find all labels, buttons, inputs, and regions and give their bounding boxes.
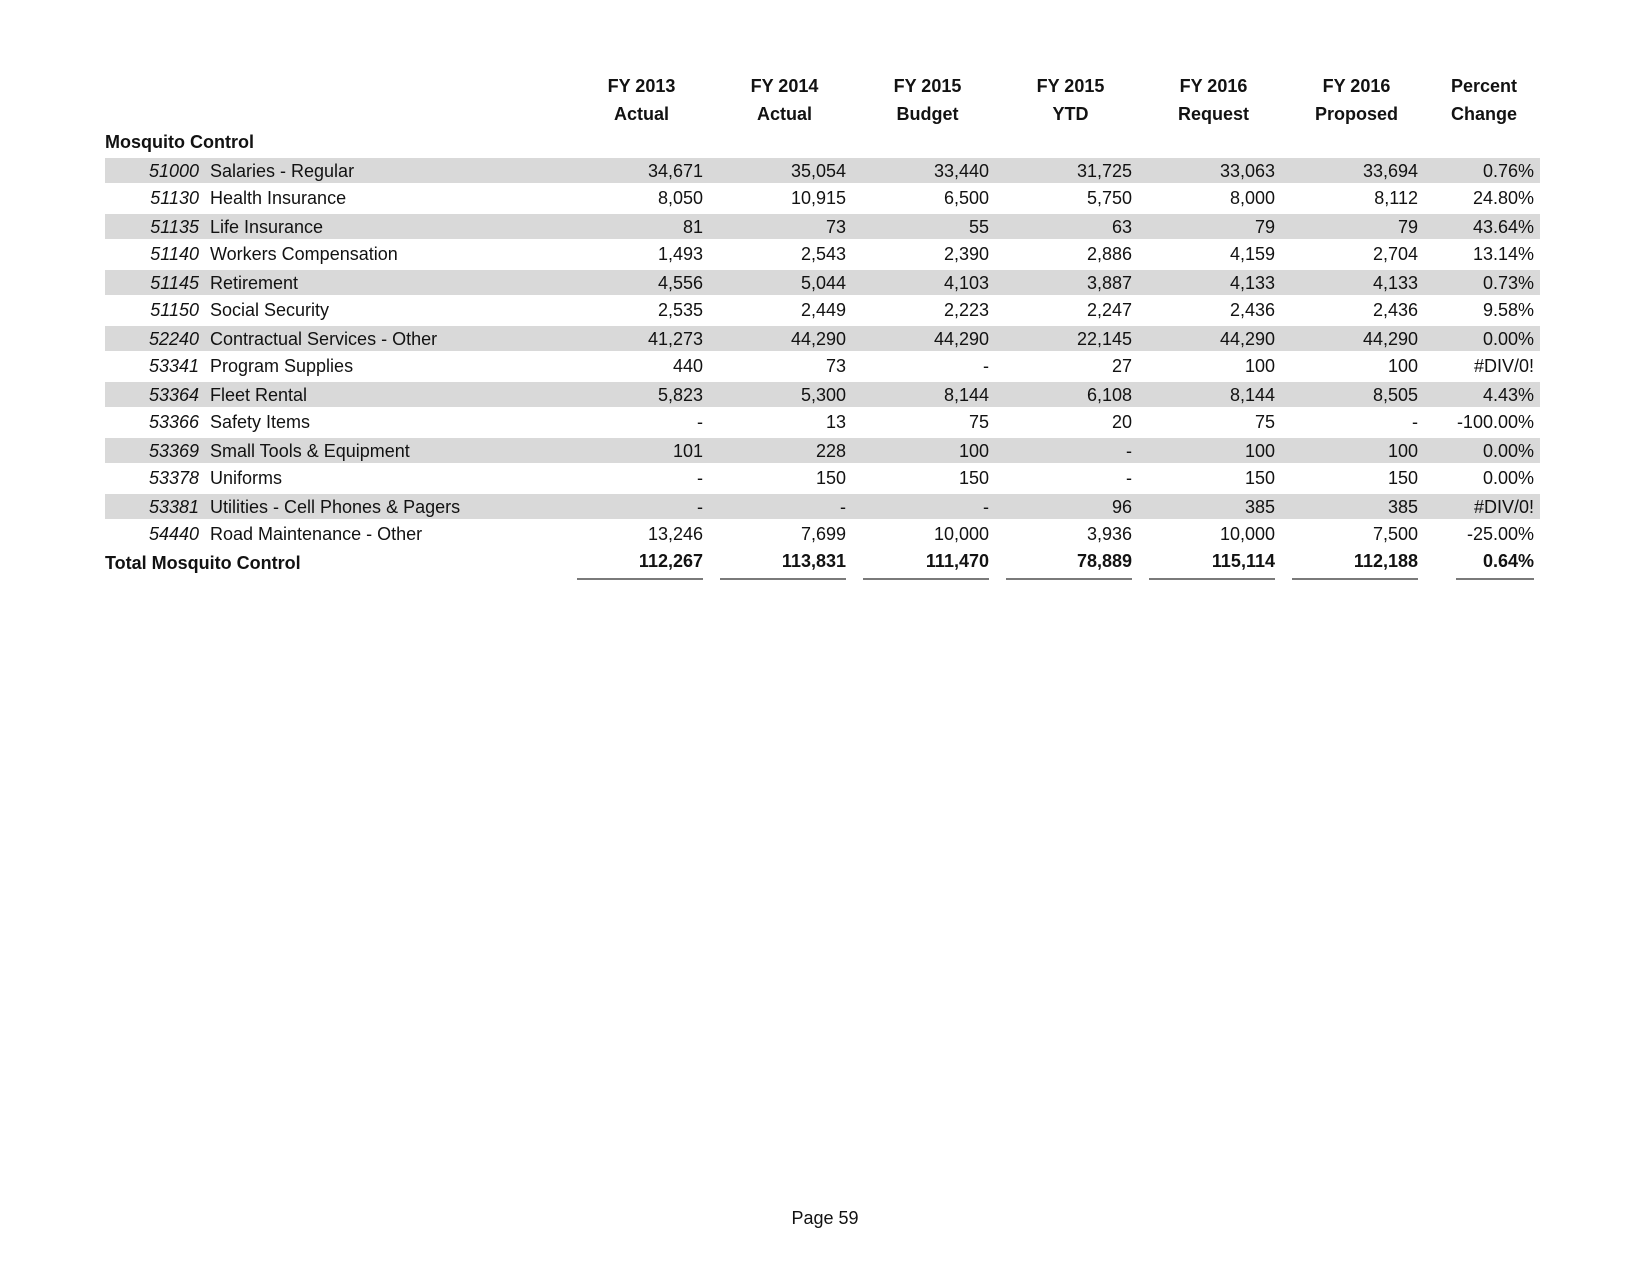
account-number: 53378: [148, 468, 199, 488]
column-header-fy2016-request: FY 2016: [1179, 76, 1248, 96]
value-fy2015-ytd: 63: [1111, 216, 1132, 237]
value-percent-change: #DIV/0!: [1473, 496, 1534, 517]
account-number: 52240: [148, 328, 199, 349]
table-row: [105, 184, 1540, 212]
value-fy2016-proposed: 100: [1387, 356, 1418, 376]
account-name: Contractual Services - Other: [210, 328, 438, 349]
account-name: Program Supplies: [210, 356, 354, 376]
value-fy2015-ytd: 31,725: [1076, 160, 1132, 181]
table-row: [105, 436, 1540, 464]
account-number: 51145: [150, 272, 199, 293]
value-fy2015-budget: 44,290: [933, 328, 989, 349]
column-header-fy2016-proposed: FY 2016: [1322, 76, 1391, 96]
column-header-row-1: [105, 72, 1540, 100]
column-subheader-actual-2013: Actual: [613, 104, 669, 124]
value-fy2013-actual: -: [697, 412, 703, 432]
row-description: [105, 240, 570, 268]
value-fy2015-budget: 55: [968, 216, 989, 237]
value-fy2015-ytd: -: [1126, 468, 1132, 488]
table-row: [105, 408, 1540, 436]
row-description: [105, 157, 570, 185]
value-fy2016-proposed: 385: [1387, 496, 1418, 517]
account-number: 53366: [148, 412, 199, 432]
value-fy2015-ytd: 20: [1111, 412, 1132, 432]
value-fy2016-request: 79: [1254, 216, 1275, 237]
account-number: 51150: [150, 300, 199, 320]
row-description: [105, 296, 570, 324]
value-fy2014-actual: 13: [825, 412, 846, 432]
table-body: [105, 156, 1540, 548]
column-subheader-request: Request: [1177, 104, 1249, 124]
value-percent-change: 43.64%: [1472, 216, 1534, 237]
value-fy2016-request: 150: [1244, 468, 1275, 488]
value-fy2015-ytd: 6,108: [1086, 384, 1132, 405]
value-percent-change: -25.00%: [1466, 524, 1534, 544]
column-subheader-proposed: Proposed: [1314, 104, 1398, 124]
account-name: Health Insurance: [210, 188, 347, 208]
row-description: [105, 352, 570, 380]
table-row: [105, 240, 1540, 268]
value-fy2014-actual: 2,543: [800, 244, 846, 264]
value-fy2016-proposed: 4,133: [1372, 272, 1418, 293]
value-fy2015-ytd: 96: [1111, 496, 1132, 517]
value-fy2015-ytd: 2,886: [1086, 244, 1132, 264]
value-fy2013-actual: 101: [672, 440, 703, 461]
total-value: 0.64%: [1456, 547, 1534, 580]
value-fy2016-request: 2,436: [1229, 300, 1275, 320]
account-name: Retirement: [210, 272, 299, 293]
account-name: Small Tools & Equipment: [210, 440, 410, 461]
value-percent-change: 24.80%: [1472, 188, 1534, 208]
account-name: Salaries - Regular: [210, 160, 355, 181]
value-fy2015-budget: -: [983, 356, 989, 376]
value-percent-change: 4.43%: [1482, 384, 1534, 405]
table-row: [105, 464, 1540, 492]
account-name: Fleet Rental: [210, 384, 308, 405]
column-header-row-2: [105, 100, 1540, 128]
value-fy2016-request: 100: [1244, 440, 1275, 461]
account-number: 54440: [148, 524, 199, 544]
value-fy2015-budget: -: [983, 496, 989, 517]
total-fy2016-proposed: [1285, 547, 1428, 580]
value-fy2013-actual: 13,246: [647, 524, 703, 544]
value-fy2016-request: 33,063: [1219, 160, 1275, 181]
value-fy2014-actual: 10,915: [790, 188, 846, 208]
value-percent-change: 0.73%: [1482, 272, 1534, 293]
account-number: 53341: [148, 356, 199, 376]
value-fy2016-proposed: 8,112: [1374, 188, 1418, 208]
value-fy2013-actual: 2,535: [657, 300, 703, 320]
value-fy2014-actual: 73: [825, 356, 846, 376]
column-subheader-ytd: YTD: [1052, 104, 1089, 124]
total-fy2015-ytd: [999, 547, 1142, 580]
account-number: 51140: [150, 244, 199, 264]
table-row: [105, 492, 1540, 520]
row-description: [105, 381, 570, 409]
table-row: [105, 156, 1540, 184]
page-number: Page 59: [791, 1208, 859, 1228]
value-fy2015-budget: 4,103: [943, 272, 989, 293]
value-fy2016-request: 385: [1244, 496, 1275, 517]
row-description: [105, 408, 570, 436]
table-row: [105, 380, 1540, 408]
value-fy2016-proposed: 33,694: [1362, 160, 1418, 181]
account-number: 51130: [150, 188, 199, 208]
value-fy2016-proposed: 2,436: [1372, 300, 1418, 320]
value-fy2015-ytd: 3,936: [1086, 524, 1132, 544]
value-fy2016-proposed: 2,704: [1372, 244, 1418, 264]
value-fy2015-budget: 150: [958, 468, 989, 488]
value-percent-change: -100.00%: [1456, 412, 1534, 432]
value-fy2014-actual: 35,054: [790, 160, 846, 181]
value-fy2015-ytd: 5,750: [1086, 188, 1132, 208]
value-fy2015-ytd: 2,247: [1086, 300, 1132, 320]
account-number: 53381: [148, 496, 199, 517]
row-description: [105, 493, 570, 521]
value-percent-change: 0.00%: [1482, 328, 1534, 349]
value-percent-change: 0.00%: [1482, 440, 1534, 461]
value-fy2015-ytd: 22,145: [1076, 328, 1132, 349]
column-header-fy2013: FY 2013: [607, 76, 676, 96]
value-fy2016-request: 8,000: [1229, 188, 1275, 208]
value-fy2015-ytd: 3,887: [1086, 272, 1132, 293]
table-row: [105, 296, 1540, 324]
account-name: Safety Items: [210, 412, 311, 432]
value-fy2015-budget: 75: [968, 412, 989, 432]
row-description: [105, 213, 570, 241]
value-fy2015-budget: 2,223: [943, 300, 989, 320]
value-fy2013-actual: 8,050: [657, 188, 703, 208]
table-row: [105, 268, 1540, 296]
column-subheader-actual-2014: Actual: [756, 104, 812, 124]
value-fy2013-actual: 1,493: [657, 244, 703, 264]
column-subheader-budget: Budget: [896, 104, 959, 124]
section-title: Mosquito Control: [105, 132, 254, 152]
value-fy2014-actual: 5,300: [800, 384, 846, 405]
total-value: 112,188: [1292, 547, 1418, 580]
table-row: [105, 212, 1540, 240]
row-description: [105, 464, 570, 492]
row-description: [105, 269, 570, 297]
column-subheader-change: Change: [1450, 104, 1517, 124]
row-description: [105, 325, 570, 353]
total-fy2013-actual: [570, 547, 713, 580]
value-fy2015-budget: 33,440: [933, 160, 989, 181]
total-row: [105, 548, 1540, 578]
value-fy2016-request: 10,000: [1219, 524, 1275, 544]
value-fy2014-actual: 44,290: [790, 328, 846, 349]
value-fy2015-budget: 6,500: [943, 188, 989, 208]
value-fy2014-actual: 73: [825, 216, 846, 237]
value-fy2016-proposed: 100: [1387, 440, 1418, 461]
value-percent-change: 0.00%: [1482, 468, 1534, 488]
total-label: Total Mosquito Control: [105, 553, 301, 573]
account-name: Social Security: [210, 300, 330, 320]
account-name: Workers Compensation: [210, 244, 398, 264]
total-percent-change: [1428, 547, 1540, 580]
value-fy2016-request: 75: [1254, 412, 1275, 432]
value-fy2016-request: 100: [1244, 356, 1275, 376]
value-fy2013-actual: 5,823: [657, 384, 703, 405]
value-fy2013-actual: 81: [682, 216, 703, 237]
column-header-fy2015-budget: FY 2015: [893, 76, 962, 96]
value-fy2013-actual: -: [697, 468, 703, 488]
account-number: 53369: [148, 440, 199, 461]
account-number: 51000: [148, 160, 199, 181]
value-fy2014-actual: 5,044: [800, 272, 846, 293]
account-number: 51135: [150, 216, 199, 237]
column-header-fy2014: FY 2014: [750, 76, 819, 96]
value-percent-change: 9.58%: [1482, 300, 1534, 320]
account-name: Utilities - Cell Phones & Pagers: [210, 496, 461, 517]
value-percent-change: #DIV/0!: [1473, 356, 1534, 376]
value-fy2013-actual: 41,273: [647, 328, 703, 349]
value-fy2016-request: 44,290: [1219, 328, 1275, 349]
value-fy2016-proposed: 79: [1397, 216, 1418, 237]
value-fy2013-actual: 440: [672, 356, 703, 376]
value-fy2015-budget: 8,144: [943, 384, 989, 405]
value-fy2014-actual: 228: [815, 440, 846, 461]
total-value: 115,114: [1149, 547, 1275, 580]
row-description: [105, 184, 570, 212]
table-row: [105, 324, 1540, 352]
column-header-fy2015-ytd: FY 2015: [1036, 76, 1105, 96]
value-fy2016-proposed: 8,505: [1372, 384, 1418, 405]
column-header-percent: Percent: [1450, 76, 1518, 96]
value-fy2014-actual: 2,449: [800, 300, 846, 320]
total-value: 112,267: [577, 547, 703, 580]
row-description: [105, 437, 570, 465]
value-fy2014-actual: 150: [815, 468, 846, 488]
total-value: 113,831: [720, 547, 846, 580]
value-fy2014-actual: 7,699: [800, 524, 846, 544]
total-value: 111,470: [863, 547, 989, 580]
value-fy2016-proposed: -: [1412, 412, 1418, 432]
value-fy2016-proposed: 150: [1387, 468, 1418, 488]
account-number: 53364: [148, 384, 199, 405]
table-row: [105, 352, 1540, 380]
value-percent-change: 13.14%: [1472, 244, 1534, 264]
budget-table: [105, 72, 1540, 578]
value-fy2016-proposed: 7,500: [1372, 524, 1418, 544]
total-value: 78,889: [1006, 547, 1132, 580]
value-fy2013-actual: 4,556: [657, 272, 703, 293]
total-fy2015-budget: [856, 547, 999, 580]
value-fy2016-request: 4,133: [1229, 272, 1275, 293]
value-fy2015-ytd: 27: [1111, 356, 1132, 376]
account-name: Road Maintenance - Other: [210, 524, 423, 544]
row-description: [105, 520, 570, 548]
value-fy2015-budget: 100: [958, 440, 989, 461]
account-name: Life Insurance: [210, 216, 324, 237]
total-fy2016-request: [1142, 547, 1285, 580]
value-fy2015-budget: 10,000: [933, 524, 989, 544]
value-fy2013-actual: 34,671: [647, 160, 703, 181]
value-fy2016-proposed: 44,290: [1362, 328, 1418, 349]
value-fy2016-request: 8,144: [1229, 384, 1275, 405]
value-fy2015-budget: 2,390: [943, 244, 989, 264]
value-fy2016-request: 4,159: [1229, 244, 1275, 264]
value-fy2015-ytd: -: [1126, 440, 1132, 461]
total-fy2014-actual: [713, 547, 856, 580]
table-row: [105, 520, 1540, 548]
account-name: Uniforms: [210, 468, 283, 488]
value-percent-change: 0.76%: [1482, 160, 1534, 181]
value-fy2013-actual: -: [697, 496, 703, 517]
value-fy2014-actual: -: [840, 496, 846, 517]
